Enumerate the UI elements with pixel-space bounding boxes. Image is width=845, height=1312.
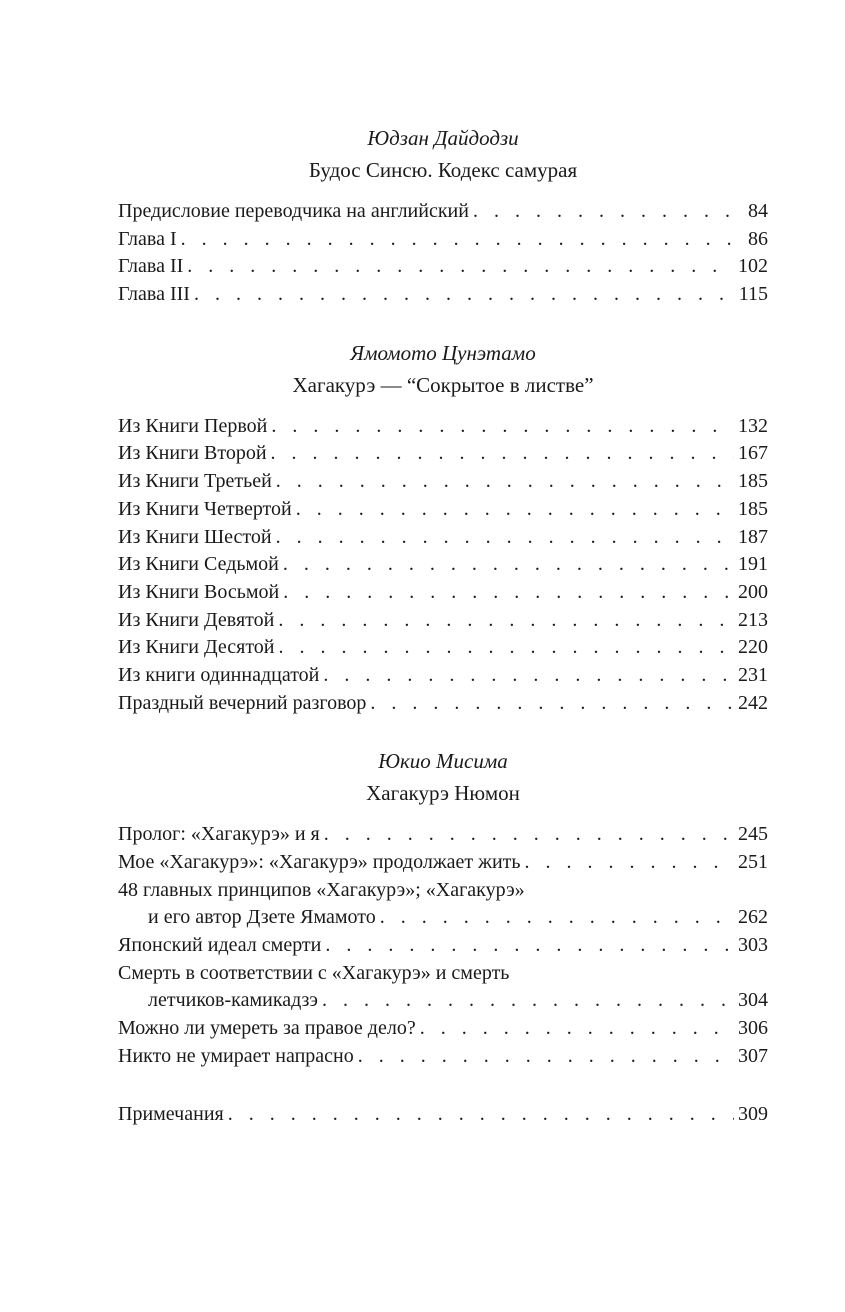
section-title: Хагакурэ — “Сокрытое в листве” xyxy=(292,372,594,397)
toc-entry-label: Из Книги Девятой xyxy=(118,608,275,631)
dot-leader xyxy=(324,821,734,849)
toc-entry-label: летчиков-камикадзэ xyxy=(148,989,319,1012)
section-title: Хагакурэ Нюмон xyxy=(366,781,520,806)
toc-entry-label: Из Книги Восьмой xyxy=(118,580,280,603)
toc-entry-first-line[interactable]: Смерть в соответствии с «Хагакурэ» и смерть xyxy=(118,961,510,984)
toc-entry[interactable] xyxy=(118,932,768,960)
toc-entry-label: Из Книги Первой xyxy=(118,414,268,437)
toc-entry-page: 262 xyxy=(738,906,768,929)
toc-entry[interactable] xyxy=(118,496,768,524)
dot-leader xyxy=(325,932,734,960)
toc-entry-page: 185 xyxy=(738,470,768,493)
toc-entry[interactable] xyxy=(118,1043,768,1071)
dot-leader xyxy=(181,226,744,254)
toc-entry-label: Из Книги Третьей xyxy=(118,470,272,493)
dot-leader xyxy=(271,440,734,468)
toc-entry-label: Из Книги Десятой xyxy=(118,636,275,659)
toc-entry[interactable] xyxy=(118,468,768,496)
toc-entry-page: 220 xyxy=(738,636,768,659)
dot-leader xyxy=(370,690,734,718)
toc-entry[interactable] xyxy=(118,690,768,718)
dot-leader xyxy=(187,253,734,281)
dot-leader xyxy=(358,1043,734,1071)
toc-entries xyxy=(118,821,768,1070)
dot-leader xyxy=(276,468,734,496)
toc-entry-label: Японский идеал смерти xyxy=(118,934,322,957)
toc-entry-label: Примечания xyxy=(118,1102,224,1125)
toc-entry[interactable] xyxy=(118,253,768,281)
section-spacer xyxy=(118,309,768,339)
toc-entry-label: Глава I xyxy=(118,227,177,250)
toc-entry-notes[interactable] xyxy=(118,1101,768,1129)
dot-leader xyxy=(271,413,734,441)
toc-entry-page: 304 xyxy=(738,989,768,1012)
toc-entry-label: Мое «Хагакурэ»: «Хагакурэ» продолжает жить xyxy=(118,851,521,873)
toc-entry[interactable] xyxy=(118,1015,768,1043)
toc-section-daidoji xyxy=(118,124,768,309)
toc-entry-label: Никто не умирает напрасно xyxy=(118,1044,354,1067)
dot-leader xyxy=(323,662,734,690)
dot-leader xyxy=(525,849,734,877)
toc-entry-label: Из Книги Шестой xyxy=(118,525,272,548)
toc-entry-label: Из Книги Второй xyxy=(118,442,267,465)
dot-leader xyxy=(322,987,734,1015)
toc-entry-label: Можно ли умереть за правое дело? xyxy=(118,1017,416,1040)
toc-entry-first-line[interactable]: 48 главных принципов «Хагакурэ»; «Хагакурэ» xyxy=(118,878,525,901)
section-author: Юдзан Дайдодзи xyxy=(367,126,519,150)
dot-leader xyxy=(228,1101,734,1129)
dot-leader xyxy=(473,198,744,226)
toc-entry-page: 309 xyxy=(738,1102,768,1125)
toc-entry[interactable] xyxy=(118,524,768,552)
dot-leader xyxy=(296,496,734,524)
table-of-contents xyxy=(118,124,768,1128)
dot-leader xyxy=(380,904,734,932)
toc-entry[interactable] xyxy=(118,413,768,441)
toc-entry-page: 200 xyxy=(738,580,768,603)
toc-entry-page: 213 xyxy=(738,608,768,631)
toc-entry-page: 251 xyxy=(738,851,768,873)
section-author: Юкио Мисима xyxy=(378,749,508,774)
toc-entry[interactable] xyxy=(118,662,768,690)
toc-entries xyxy=(118,198,768,309)
toc-entry[interactable] xyxy=(118,440,768,468)
toc-entries xyxy=(118,413,768,718)
toc-entry-page: 185 xyxy=(738,497,768,520)
toc-entry-page: 307 xyxy=(738,1044,768,1067)
toc-entry-label: и его автор Дзете Ямамото xyxy=(148,906,376,929)
toc-entry-page: 231 xyxy=(738,663,768,686)
section-title: Будос Синсю. Кодекс самурая xyxy=(308,158,578,182)
dot-leader xyxy=(420,1015,734,1043)
toc-entry[interactable] xyxy=(118,821,768,849)
toc-entry-label: Из Книги Седьмой xyxy=(118,553,279,576)
toc-entry-page: 86 xyxy=(748,227,768,250)
dot-leader xyxy=(283,551,734,579)
dot-leader xyxy=(276,524,734,552)
dot-leader xyxy=(278,607,734,635)
section-author: Ямомото Цунэтамо xyxy=(350,340,536,365)
toc-entry-page: 187 xyxy=(738,525,768,548)
toc-section-yamamoto xyxy=(118,339,768,718)
toc-entry-page: 84 xyxy=(748,200,768,222)
toc-entry-label: Из книги одиннадцатой xyxy=(118,663,320,686)
toc-entry[interactable] xyxy=(118,634,768,662)
toc-entry-label: Глава III xyxy=(118,283,190,306)
toc-entry-page: 303 xyxy=(738,934,768,957)
dot-leader xyxy=(283,579,734,607)
toc-entry-page: 132 xyxy=(738,414,768,437)
toc-entry-page: 191 xyxy=(738,553,768,576)
toc-entry-page: 245 xyxy=(738,823,768,846)
toc-entry-page: 102 xyxy=(738,255,768,278)
toc-entry-label: Глава II xyxy=(118,255,184,278)
toc-entry-page: 167 xyxy=(738,442,768,465)
toc-entry-label: Пролог: «Хагакурэ» и я xyxy=(118,823,320,846)
toc-entry[interactable] xyxy=(118,607,768,635)
toc-section-mishima xyxy=(118,747,768,1070)
toc-entry-label: Из Книги Четвертой xyxy=(118,497,292,520)
toc-entry[interactable] xyxy=(118,579,768,607)
section-spacer xyxy=(118,1071,768,1101)
toc-entry[interactable] xyxy=(118,987,768,1015)
toc-entry-page: 115 xyxy=(738,283,768,306)
dot-leader xyxy=(279,634,734,662)
toc-entry-label: Праздный вечерний разговор xyxy=(118,691,367,714)
toc-entry-label: Предисловие переводчика на английский xyxy=(118,200,469,222)
toc-entry[interactable] xyxy=(118,849,768,877)
section-spacer xyxy=(118,717,768,747)
dot-leader xyxy=(194,281,735,309)
toc-entry[interactable] xyxy=(118,198,768,226)
toc-entry-page: 306 xyxy=(738,1017,768,1040)
toc-entry-page: 242 xyxy=(738,691,768,714)
toc-entry[interactable] xyxy=(118,904,768,932)
toc-entry[interactable] xyxy=(118,281,768,309)
toc-entry[interactable] xyxy=(118,551,768,579)
toc-entry[interactable] xyxy=(118,226,768,254)
